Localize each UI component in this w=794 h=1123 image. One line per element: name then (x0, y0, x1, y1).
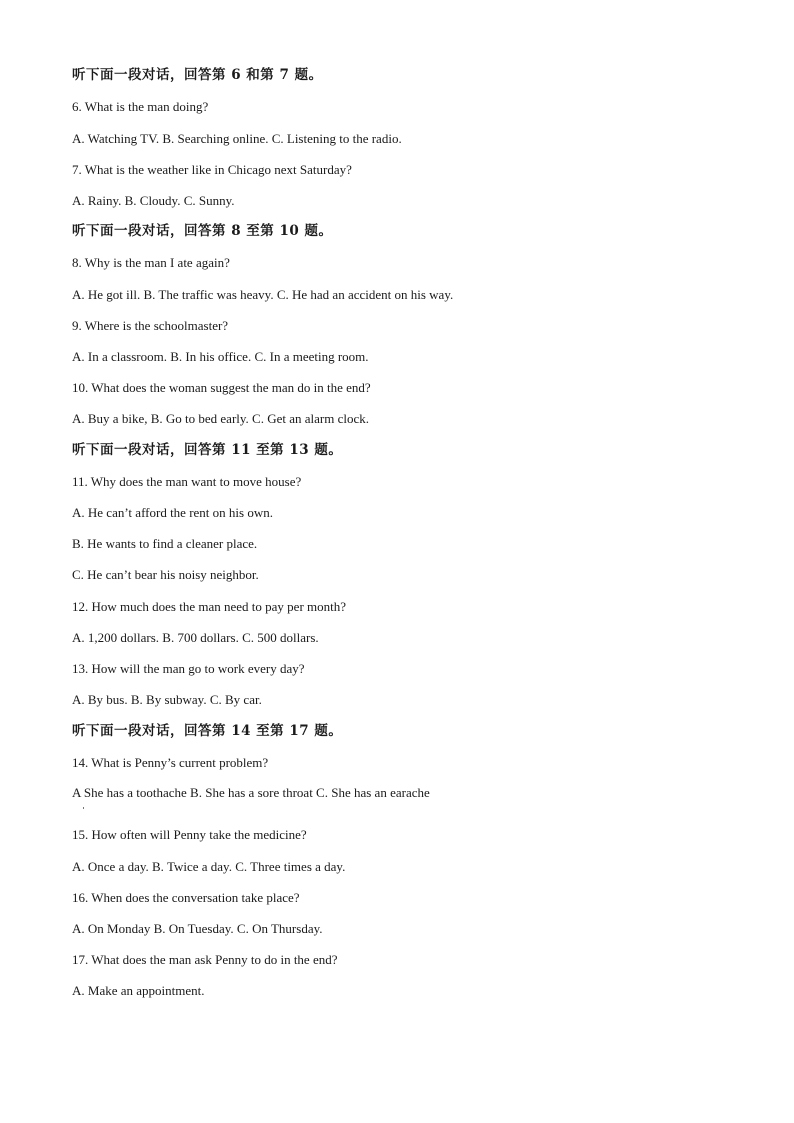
option-line: A. He can’t afford the rent on his own. (72, 505, 273, 520)
question-line: 9. Where is the schoolmaster? (72, 318, 229, 333)
options-line: A. Watching TV. B. Searching online. C. Listening to the radio. (72, 131, 402, 146)
options-line: A. Make an appointment. (72, 983, 205, 998)
options-line: A. In a classroom. B. In his office. C. In a meeting room. (72, 349, 369, 364)
question-line: 6. What is the man doing? (72, 99, 209, 114)
question-line: 13. How will the man go to work every day? (72, 661, 305, 676)
section-heading: 听下面一段对话，回答第 6 和第 7 题。 (72, 67, 323, 83)
stray-mark (83, 807, 84, 809)
options-line: A. Once a day. B. Twice a day. C. Three times a day. (72, 859, 346, 874)
section-heading: 听下面一段对话，回答第 14 至第 17 题。 (72, 723, 343, 739)
options-line: A. Buy a bike, B. Go to bed early. C. Get an alarm clock. (72, 411, 369, 426)
option-line: B. He wants to find a cleaner place. (72, 536, 258, 551)
options-line: A. He got ill. B. The traffic was heavy. C. He had an accident on his way. (72, 287, 454, 302)
options-line: A. Rainy. B. Cloudy. C. Sunny. (72, 193, 235, 208)
question-line: 10. What does the woman suggest the man do in the end? (72, 380, 371, 395)
options-line: A She has a toothache B. She has a sore throat C. She has an earache (72, 785, 430, 800)
question-line: 17. What does the man ask Penny to do in the end? (72, 952, 338, 967)
question-line: 7. What is the weather like in Chicago next Saturday? (72, 162, 352, 177)
section-heading: 听下面一段对话，回答第 11 至第 13 题。 (72, 442, 343, 458)
option-line: C. He can’t bear his noisy neighbor. (72, 567, 259, 582)
options-line: A. On Monday B. On Tuesday. C. On Thursday. (72, 921, 323, 936)
options-line: A. By bus. B. By subway. C. By car. (72, 692, 262, 707)
options-line: A. 1,200 dollars. B. 700 dollars. C. 500 dollars. (72, 630, 319, 645)
question-line: 14. What is Penny’s current problem? (72, 755, 269, 770)
question-line: 8. Why is the man I ate again? (72, 255, 230, 270)
question-line: 12. How much does the man need to pay per month? (72, 599, 347, 614)
section-heading: 听下面一段对话，回答第 8 至第 10 题。 (72, 223, 333, 239)
question-line: 15. How often will Penny take the medicine? (72, 827, 307, 842)
question-line: 16. When does the conversation take place? (72, 890, 300, 905)
question-line: 11. Why does the man want to move house? (72, 474, 302, 489)
